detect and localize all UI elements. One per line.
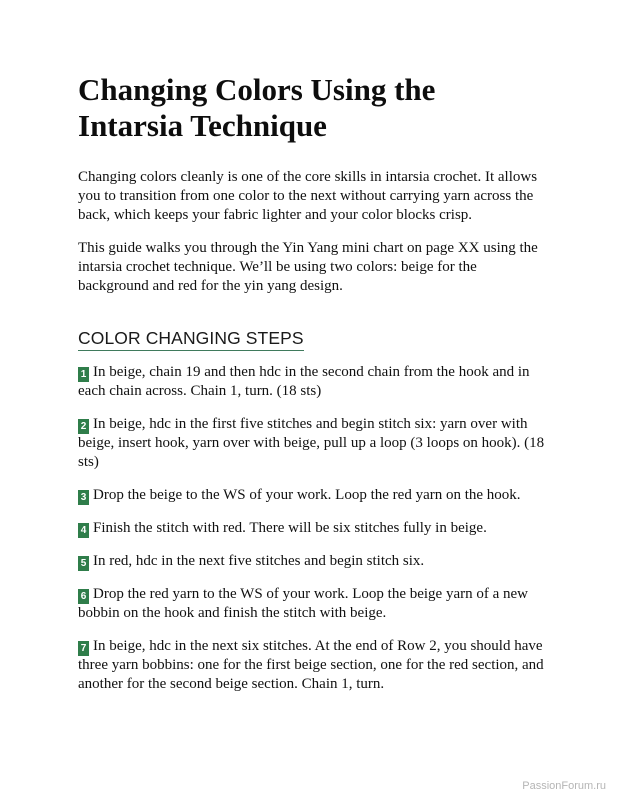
document-page bbox=[78, 72, 548, 694]
step-item bbox=[78, 486, 548, 505]
watermark: PassionForum.ru bbox=[522, 780, 606, 792]
step-text: In beige, chain 19 and then hdc in the second chain from the hook and in each chain across. Chain 1, turn. (18 sts) bbox=[78, 364, 530, 399]
step-number-badge: 3 bbox=[78, 490, 89, 505]
step-number-badge: 4 bbox=[78, 523, 89, 538]
steps-list bbox=[78, 363, 548, 694]
step-number-badge: 1 bbox=[78, 367, 89, 382]
step-text: In red, hdc in the next five stitches and begin stitch six. bbox=[93, 553, 425, 569]
step-number-badge: 6 bbox=[78, 589, 89, 604]
step-text: In beige, hdc in the first five stitches and begin stitch six: yarn over with beige, insert hook, yarn over with beige, pull up a loop (3 loops on hook). (18 sts) bbox=[78, 416, 545, 470]
step-text: In beige, hdc in the next six stitches. At the end of Row 2, you should have three yarn bobbins: one for the first beige section, one for the red section, and another for the second beige section. Chain 1, turn. bbox=[78, 638, 544, 692]
intro-paragraph-2: This guide walks you through the Yin Yang mini chart on page XX using the intarsia crochet technique. We’ll be using two colors: beige for the background and red for the yin yang design. bbox=[78, 240, 538, 294]
step-text: Drop the beige to the WS of your work. Loop the red yarn on the hook. bbox=[93, 487, 521, 503]
intro-paragraph-1: Changing colors cleanly is one of the core skills in intarsia crochet. It allows you to transition from one color to the next without carrying yarn across the back, which keeps your fabric lighter and your color blocks crisp. bbox=[78, 169, 538, 223]
step-number-badge: 5 bbox=[78, 556, 89, 571]
step-item bbox=[78, 415, 548, 472]
step-item bbox=[78, 637, 548, 694]
step-item bbox=[78, 363, 548, 401]
step-item bbox=[78, 552, 548, 571]
step-text: Drop the red yarn to the WS of your work. Loop the beige yarn of a new bobbin on the hook and finish the stitch with beige. bbox=[78, 586, 529, 621]
step-number-badge: 2 bbox=[78, 419, 89, 434]
step-item bbox=[78, 519, 548, 538]
step-text: Finish the stitch with red. There will be six stitches fully in beige. bbox=[93, 520, 487, 536]
section-heading: COLOR CHANGING STEPS bbox=[78, 328, 304, 351]
step-item bbox=[78, 585, 548, 623]
page-title: Changing Colors Using the Intarsia Technique bbox=[78, 72, 436, 143]
step-number-badge: 7 bbox=[78, 641, 89, 656]
